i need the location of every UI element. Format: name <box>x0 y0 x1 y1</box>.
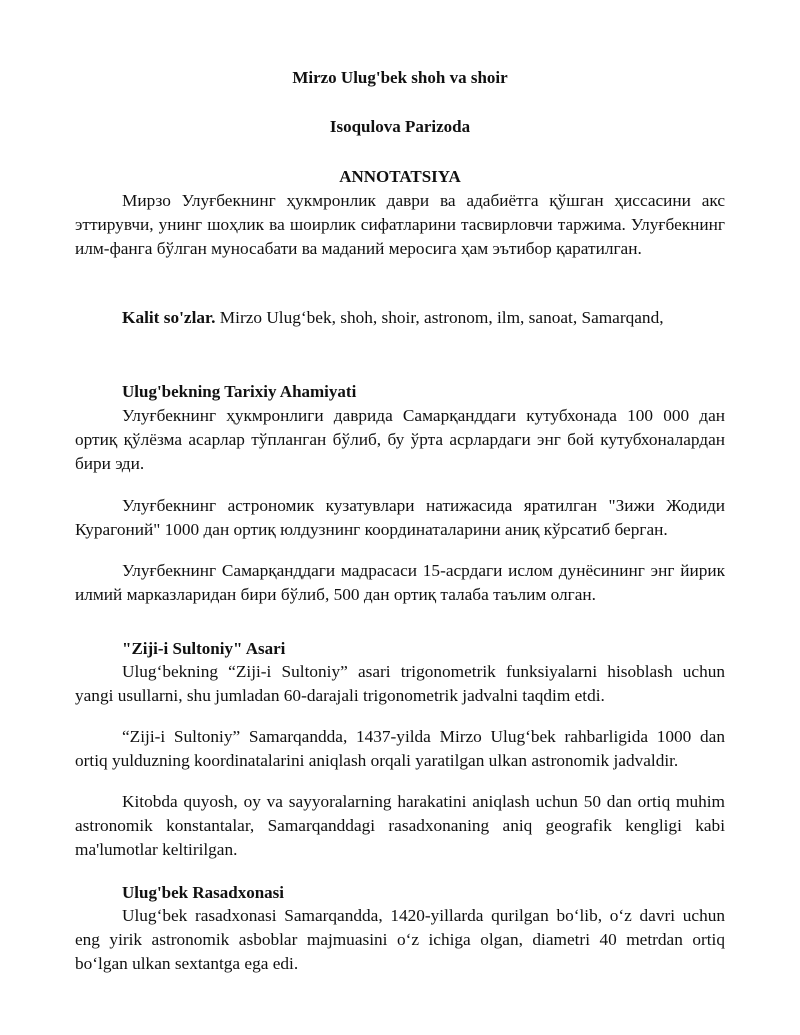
section-paragraph: Улуғбекнинг Самарқанддаги мадрасаси 15-асрдаги ислом дунёсининг энг йирик илмий марказларидан бири бўлиб, 500 дан ортиқ талаба таълим олган. <box>75 561 725 604</box>
document-title: Mirzo Ulug'bek shoh va shoir <box>292 68 508 87</box>
section-paragraph: Улуғбекнинг астрономик кузатувлари натижасида яратилган "Зижи Жодиди Курагоний" 1000 дан ортиқ юлдузнинг координаталарини аниқ кўрсатиб берган. <box>75 496 725 539</box>
section-heading: Ulug'bekning Tarixiy Ahamiyati <box>122 382 357 401</box>
section-heading: Ulug'bek Rasadxonasi <box>122 883 285 902</box>
keywords-line <box>75 306 725 330</box>
section-paragraph: Ulugʻbek rasadxonasi Samarqandda, 1420-yillarda qurilgan boʻlib, oʻz davri uchun eng yirik astronomik asboblar majmuasini oʻz ichiga olgan, diametri 40 metrdan ortiq boʻlgan ulkan sextantga ega edi. <box>75 906 725 973</box>
section-paragraph: “Ziji-i Sultoniy” Samarqandda, 1437-yilda Mirzo Ulugʻbek rahbarligida 1000 dan ortiq yulduzning koordinatalarini aniqlash orqali yaratilgan ulkan astronomik jadvaldir. <box>75 727 725 770</box>
section-heading: "Ziji-i Sultoniy" Asari <box>122 639 286 658</box>
annotation-heading: ANNOTATSIYA <box>339 167 461 186</box>
document-author: Isoqulova Parizoda <box>329 117 471 136</box>
annotation-text: Мирзо Улуғбекнинг ҳукмронлик даври ва адабиётга қўшган ҳиссасини акс эттирувчи, унинг шоҳлик ва шоирлик сифатларини тасвирловчи таржима. Улуғбекнинг илм-фанга бўлган муносабати ва маданий меросига ҳам эътибор қаратилган. <box>75 191 725 258</box>
keywords-text: Mirzo Ulugʻbek, shoh, shoir, astronom, ilm, sanoat, Samarqand, <box>215 308 664 327</box>
keywords-label: Kalit so'zlar. <box>122 308 216 327</box>
section-paragraph: Kitobda quyosh, oy va sayyoralarning harakatini aniqlash uchun 50 dan ortiq muhim astronomik konstantalar, Samarqanddagi rasadxonaning aniq geografik kengligi kabi ma'lumotlar keltirilgan. <box>75 792 725 859</box>
section-paragraph: Улуғбекнинг ҳукмронлиги даврида Самарқанддаги кутубхонада 100 000 дан ортиқ қўлёзма асарлар тўпланган бўлиб, бу ўрта асрлардаги энг бой кутубхоналардан бири эди. <box>75 406 725 473</box>
section-paragraph: Ulugʻbekning “Ziji-i Sultoniy” asari trigonometrik funksiyalarni hisoblash uchun yangi usullarni, shu jumladan 60-darajali trigonometrik jadvalni taqdim etdi. <box>75 662 725 705</box>
